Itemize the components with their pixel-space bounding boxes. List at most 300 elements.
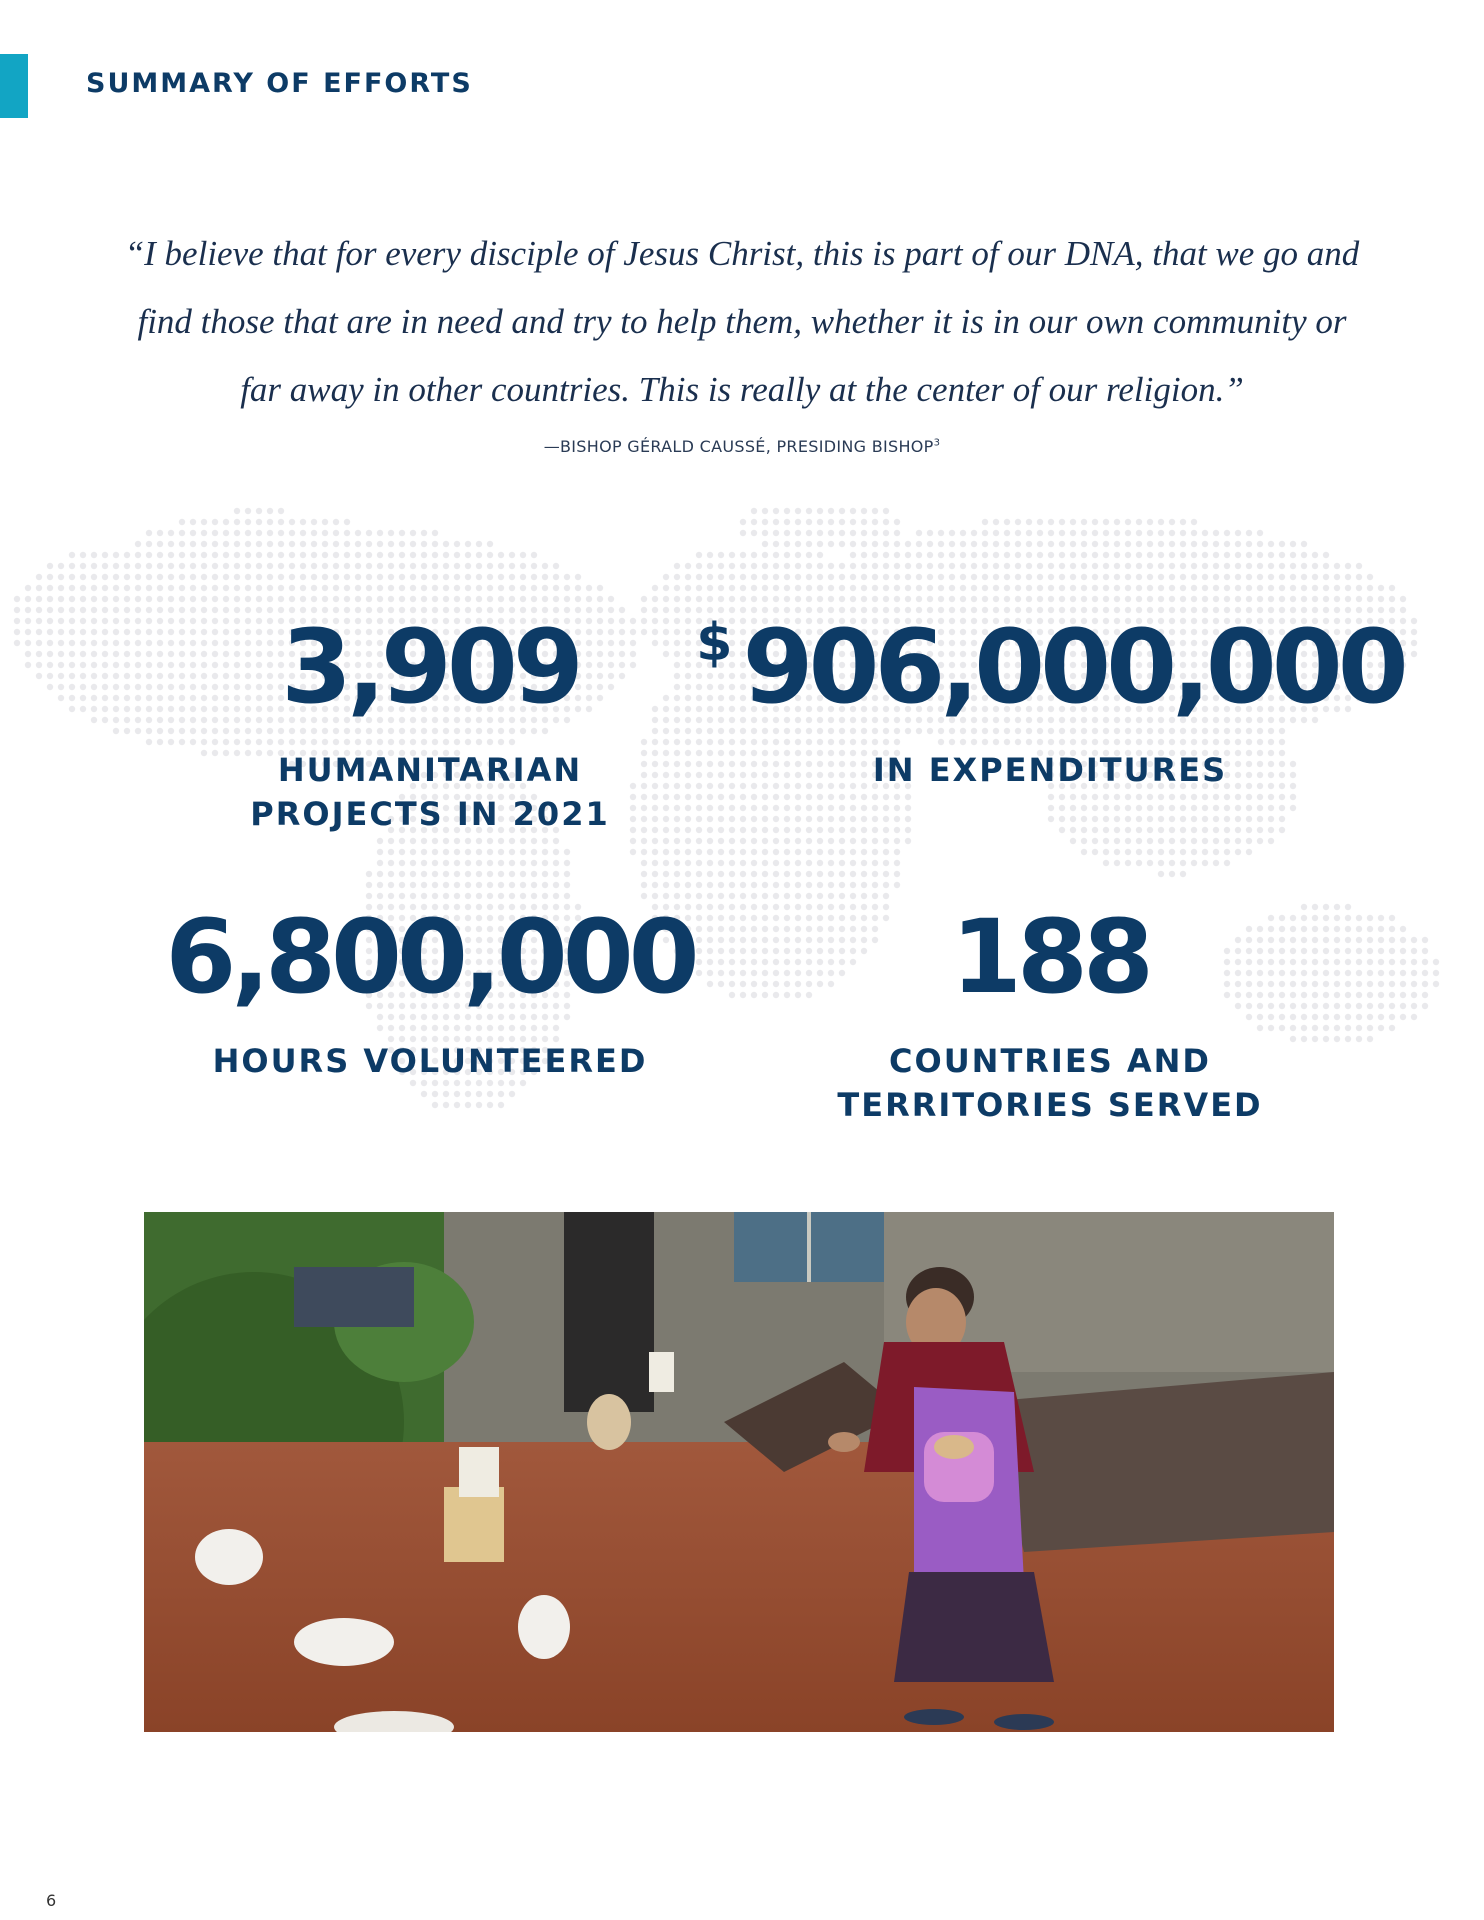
map-dot: [487, 1025, 493, 1031]
map-dot: [1070, 563, 1076, 569]
map-dot: [520, 1025, 526, 1031]
map-dot: [938, 574, 944, 580]
map-dot: [1103, 794, 1109, 800]
map-dot: [828, 563, 834, 569]
map-dot: [817, 805, 823, 811]
map-dot: [1268, 827, 1274, 833]
map-dot: [806, 519, 812, 525]
map-dot: [1191, 849, 1197, 855]
map-dot: [520, 728, 526, 734]
map-dot: [47, 684, 53, 690]
map-dot: [883, 838, 889, 844]
map-dot: [124, 585, 130, 591]
map-dot: [1081, 519, 1087, 525]
map-dot: [80, 662, 86, 668]
map-dot: [256, 574, 262, 580]
map-dot: [1411, 629, 1417, 635]
map-dot: [344, 728, 350, 734]
map-dot: [1092, 519, 1098, 525]
map-dot: [157, 695, 163, 701]
map-dot: [47, 629, 53, 635]
map-dot: [1004, 596, 1010, 602]
map-dot: [1037, 574, 1043, 580]
map-dot: [1158, 871, 1164, 877]
map-dot: [168, 684, 174, 690]
map-dot: [773, 552, 779, 558]
map-dot: [245, 596, 251, 602]
map-dot: [36, 596, 42, 602]
map-dot: [883, 563, 889, 569]
map-dot: [465, 552, 471, 558]
map-dot: [1411, 970, 1417, 976]
map-dot: [25, 585, 31, 591]
map-dot: [1301, 585, 1307, 591]
map-dot: [135, 706, 141, 712]
map-dot: [278, 574, 284, 580]
map-dot: [586, 585, 592, 591]
map-dot: [1345, 1036, 1351, 1042]
map-dot: [135, 629, 141, 635]
map-dot: [432, 1091, 438, 1097]
map-dot: [1257, 794, 1263, 800]
map-dot: [157, 574, 163, 580]
map-dot: [355, 530, 361, 536]
map-dot: [1114, 805, 1120, 811]
map-dot: [1081, 563, 1087, 569]
map-dot: [1279, 552, 1285, 558]
map-dot: [839, 508, 845, 514]
map-dot: [124, 717, 130, 723]
map-dot: [1136, 739, 1142, 745]
map-dot: [751, 563, 757, 569]
map-dot: [795, 882, 801, 888]
map-dot: [212, 530, 218, 536]
map-dot: [894, 882, 900, 888]
map-dot: [344, 739, 350, 745]
map-dot: [399, 838, 405, 844]
map-dot: [168, 739, 174, 745]
map-dot: [289, 739, 295, 745]
map-dot: [1411, 948, 1417, 954]
map-dot: [795, 519, 801, 525]
map-dot: [696, 585, 702, 591]
map-dot: [1070, 816, 1076, 822]
map-dot: [850, 563, 856, 569]
map-dot: [1169, 596, 1175, 602]
map-dot: [817, 838, 823, 844]
map-dot: [993, 728, 999, 734]
map-dot: [1367, 948, 1373, 954]
map-dot: [839, 530, 845, 536]
map-dot: [1268, 805, 1274, 811]
map-dot: [1092, 585, 1098, 591]
map-dot: [751, 948, 757, 954]
map-dot: [509, 563, 515, 569]
map-dot: [399, 530, 405, 536]
map-dot: [850, 860, 856, 866]
map-dot: [553, 849, 559, 855]
map-dot: [1367, 596, 1373, 602]
map-dot: [1345, 915, 1351, 921]
map-dot: [1015, 530, 1021, 536]
map-dot: [1334, 563, 1340, 569]
map-dot: [1356, 574, 1362, 580]
map-dot: [168, 717, 174, 723]
map-dot: [927, 596, 933, 602]
map-dot: [212, 519, 218, 525]
map-dot: [784, 805, 790, 811]
map-dot: [1070, 838, 1076, 844]
map-dot: [960, 574, 966, 580]
map-dot: [531, 871, 537, 877]
map-dot: [201, 563, 207, 569]
map-dot: [1191, 838, 1197, 844]
map-dot: [1158, 519, 1164, 525]
map-dot: [113, 651, 119, 657]
map-dot: [465, 1025, 471, 1031]
map-dot: [784, 871, 790, 877]
map-dot: [1114, 849, 1120, 855]
map-dot: [344, 519, 350, 525]
map-dot: [377, 541, 383, 547]
map-dot: [839, 827, 845, 833]
map-dot: [1246, 849, 1252, 855]
map-dot: [146, 695, 152, 701]
map-dot: [322, 739, 328, 745]
map-dot: [861, 882, 867, 888]
map-dot: [124, 629, 130, 635]
map-dot: [795, 849, 801, 855]
map-dot: [1246, 530, 1252, 536]
map-dot: [993, 519, 999, 525]
map-dot: [1191, 794, 1197, 800]
map-dot: [1147, 574, 1153, 580]
map-dot: [333, 728, 339, 734]
map-dot: [80, 651, 86, 657]
map-dot: [762, 563, 768, 569]
map-dot: [80, 706, 86, 712]
map-dot: [1191, 574, 1197, 580]
map-dot: [135, 684, 141, 690]
map-dot: [157, 629, 163, 635]
map-dot: [168, 618, 174, 624]
map-dot: [1114, 794, 1120, 800]
map-dot: [729, 838, 735, 844]
map-dot: [179, 596, 185, 602]
map-dot: [1367, 1036, 1373, 1042]
map-dot: [663, 871, 669, 877]
map-dot: [146, 717, 152, 723]
map-dot: [1158, 805, 1164, 811]
map-dot: [850, 827, 856, 833]
map-dot: [245, 739, 251, 745]
map-dot: [344, 596, 350, 602]
map-dot: [861, 574, 867, 580]
map-dot: [190, 739, 196, 745]
map-dot: [729, 728, 735, 734]
map-dot: [531, 882, 537, 888]
map-dot: [245, 563, 251, 569]
map-dot: [333, 574, 339, 580]
map-dot: [751, 816, 757, 822]
map-dot: [1202, 563, 1208, 569]
map-dot: [806, 827, 812, 833]
map-dot: [113, 585, 119, 591]
map-dot: [1048, 541, 1054, 547]
map-dot: [14, 618, 20, 624]
map-dot: [432, 728, 438, 734]
map-dot: [14, 640, 20, 646]
map-dot: [839, 519, 845, 525]
map-dot: [718, 585, 724, 591]
map-dot: [817, 574, 823, 580]
map-dot: [223, 519, 229, 525]
map-dot: [124, 706, 130, 712]
map-dot: [696, 860, 702, 866]
map-dot: [1290, 552, 1296, 558]
map-dot: [113, 684, 119, 690]
map-dot: [421, 860, 427, 866]
map-dot: [1213, 728, 1219, 734]
map-dot: [861, 816, 867, 822]
map-dot: [993, 596, 999, 602]
map-dot: [795, 596, 801, 602]
map-dot: [322, 552, 328, 558]
map-dot: [509, 728, 515, 734]
map-dot: [685, 860, 691, 866]
map-dot: [839, 794, 845, 800]
map-dot: [718, 552, 724, 558]
map-dot: [157, 541, 163, 547]
map-dot: [355, 585, 361, 591]
map-dot: [113, 706, 119, 712]
map-dot: [333, 596, 339, 602]
map-dot: [762, 827, 768, 833]
map-dot: [91, 574, 97, 580]
map-dot: [476, 838, 482, 844]
map-dot: [718, 805, 724, 811]
map-dot: [146, 607, 152, 613]
map-dot: [751, 981, 757, 987]
map-dot: [1103, 596, 1109, 602]
map-dot: [1147, 739, 1153, 745]
map-dot: [795, 508, 801, 514]
map-dot: [1103, 563, 1109, 569]
map-dot: [498, 1025, 504, 1031]
map-dot: [795, 739, 801, 745]
map-dot: [498, 849, 504, 855]
map-dot: [58, 640, 64, 646]
map-dot: [366, 541, 372, 547]
map-dot: [1004, 728, 1010, 734]
map-dot: [817, 739, 823, 745]
map-dot: [509, 574, 515, 580]
map-dot: [1158, 585, 1164, 591]
map-dot: [1235, 805, 1241, 811]
map-dot: [487, 849, 493, 855]
map-dot: [707, 882, 713, 888]
map-dot: [278, 508, 284, 514]
map-dot: [465, 574, 471, 580]
map-dot: [1169, 552, 1175, 558]
map-dot: [1290, 585, 1296, 591]
map-dot: [509, 552, 515, 558]
map-dot: [58, 662, 64, 668]
map-dot: [828, 574, 834, 580]
map-dot: [1411, 1014, 1417, 1020]
map-dot: [190, 563, 196, 569]
map-dot: [201, 596, 207, 602]
map-dot: [102, 673, 108, 679]
map-dot: [278, 552, 284, 558]
map-dot: [1202, 827, 1208, 833]
map-dot: [1114, 574, 1120, 580]
map-dot: [1345, 970, 1351, 976]
map-dot: [311, 530, 317, 536]
map-dot: [949, 552, 955, 558]
map-dot: [377, 871, 383, 877]
map-dot: [223, 574, 229, 580]
map-dot: [476, 541, 482, 547]
map-dot: [36, 607, 42, 613]
map-dot: [421, 574, 427, 580]
map-dot: [509, 585, 515, 591]
map-dot: [454, 849, 460, 855]
map-dot: [388, 849, 394, 855]
map-dot: [740, 596, 746, 602]
map-dot: [377, 860, 383, 866]
map-dot: [1213, 827, 1219, 833]
map-dot: [575, 596, 581, 602]
map-dot: [1235, 728, 1241, 734]
map-dot: [476, 1091, 482, 1097]
map-dot: [696, 849, 702, 855]
map-dot: [245, 585, 251, 591]
map-dot: [465, 541, 471, 547]
map-dot: [289, 728, 295, 734]
map-dot: [234, 508, 240, 514]
map-dot: [410, 530, 416, 536]
map-dot: [69, 596, 75, 602]
map-dot: [168, 552, 174, 558]
map-dot: [498, 596, 504, 602]
map-dot: [498, 838, 504, 844]
stat-expenditures-label: [760, 748, 1340, 792]
map-dot: [432, 552, 438, 558]
map-dot: [399, 563, 405, 569]
map-dot: [399, 860, 405, 866]
map-dot: [91, 618, 97, 624]
map-dot: [894, 805, 900, 811]
section-title: SUMMARY OF EFFORTS: [86, 68, 473, 99]
map-dot: [1202, 849, 1208, 855]
map-dot: [1257, 827, 1263, 833]
map-dot: [190, 541, 196, 547]
map-dot: [663, 585, 669, 591]
map-dot: [1136, 816, 1142, 822]
map-dot: [740, 816, 746, 822]
map-dot: [377, 563, 383, 569]
map-dot: [190, 519, 196, 525]
map-dot: [652, 882, 658, 888]
map-dot: [1114, 596, 1120, 602]
map-dot: [740, 992, 746, 998]
map-dot: [245, 508, 251, 514]
map-dot: [751, 915, 757, 921]
map-dot: [784, 541, 790, 547]
map-dot: [69, 574, 75, 580]
map-dot: [498, 552, 504, 558]
map-dot: [311, 728, 317, 734]
map-dot: [300, 728, 306, 734]
map-dot: [773, 860, 779, 866]
map-dot: [1158, 552, 1164, 558]
map-dot: [124, 662, 130, 668]
map-dot: [806, 849, 812, 855]
map-dot: [278, 541, 284, 547]
map-dot: [685, 783, 691, 789]
map-dot: [1411, 981, 1417, 987]
map-dot: [498, 1091, 504, 1097]
map-dot: [267, 739, 273, 745]
map-dot: [1114, 530, 1120, 536]
map-dot: [894, 541, 900, 547]
map-dot: [1224, 563, 1230, 569]
map-dot: [1411, 618, 1417, 624]
map-dot: [69, 695, 75, 701]
map-dot: [872, 508, 878, 514]
map-dot: [762, 596, 768, 602]
map-dot: [443, 1091, 449, 1097]
map-dot: [267, 585, 273, 591]
map-dot: [1037, 585, 1043, 591]
map-dot: [872, 585, 878, 591]
map-dot: [1323, 552, 1329, 558]
map-dot: [1191, 596, 1197, 602]
map-dot: [102, 574, 108, 580]
map-dot: [740, 926, 746, 932]
map-dot: [1136, 563, 1142, 569]
map-dot: [1180, 596, 1186, 602]
map-dot: [168, 574, 174, 580]
map-dot: [861, 805, 867, 811]
map-dot: [432, 574, 438, 580]
map-dot: [80, 673, 86, 679]
map-dot: [949, 541, 955, 547]
map-dot: [850, 838, 856, 844]
map-dot: [1202, 794, 1208, 800]
map-dot: [399, 541, 405, 547]
map-dot: [773, 530, 779, 536]
map-dot: [894, 816, 900, 822]
map-dot: [1026, 541, 1032, 547]
map-dot: [113, 574, 119, 580]
map-dot: [1158, 574, 1164, 580]
map-dot: [201, 739, 207, 745]
map-dot: [498, 860, 504, 866]
map-dot: [80, 563, 86, 569]
map-dot: [762, 574, 768, 580]
map-dot: [113, 618, 119, 624]
map-dot: [718, 750, 724, 756]
map-dot: [1224, 838, 1230, 844]
map-dot: [410, 838, 416, 844]
map-dot: [168, 651, 174, 657]
map-dot: [311, 563, 317, 569]
map-dot: [1158, 541, 1164, 547]
map-dot: [861, 827, 867, 833]
map-dot: [1103, 728, 1109, 734]
